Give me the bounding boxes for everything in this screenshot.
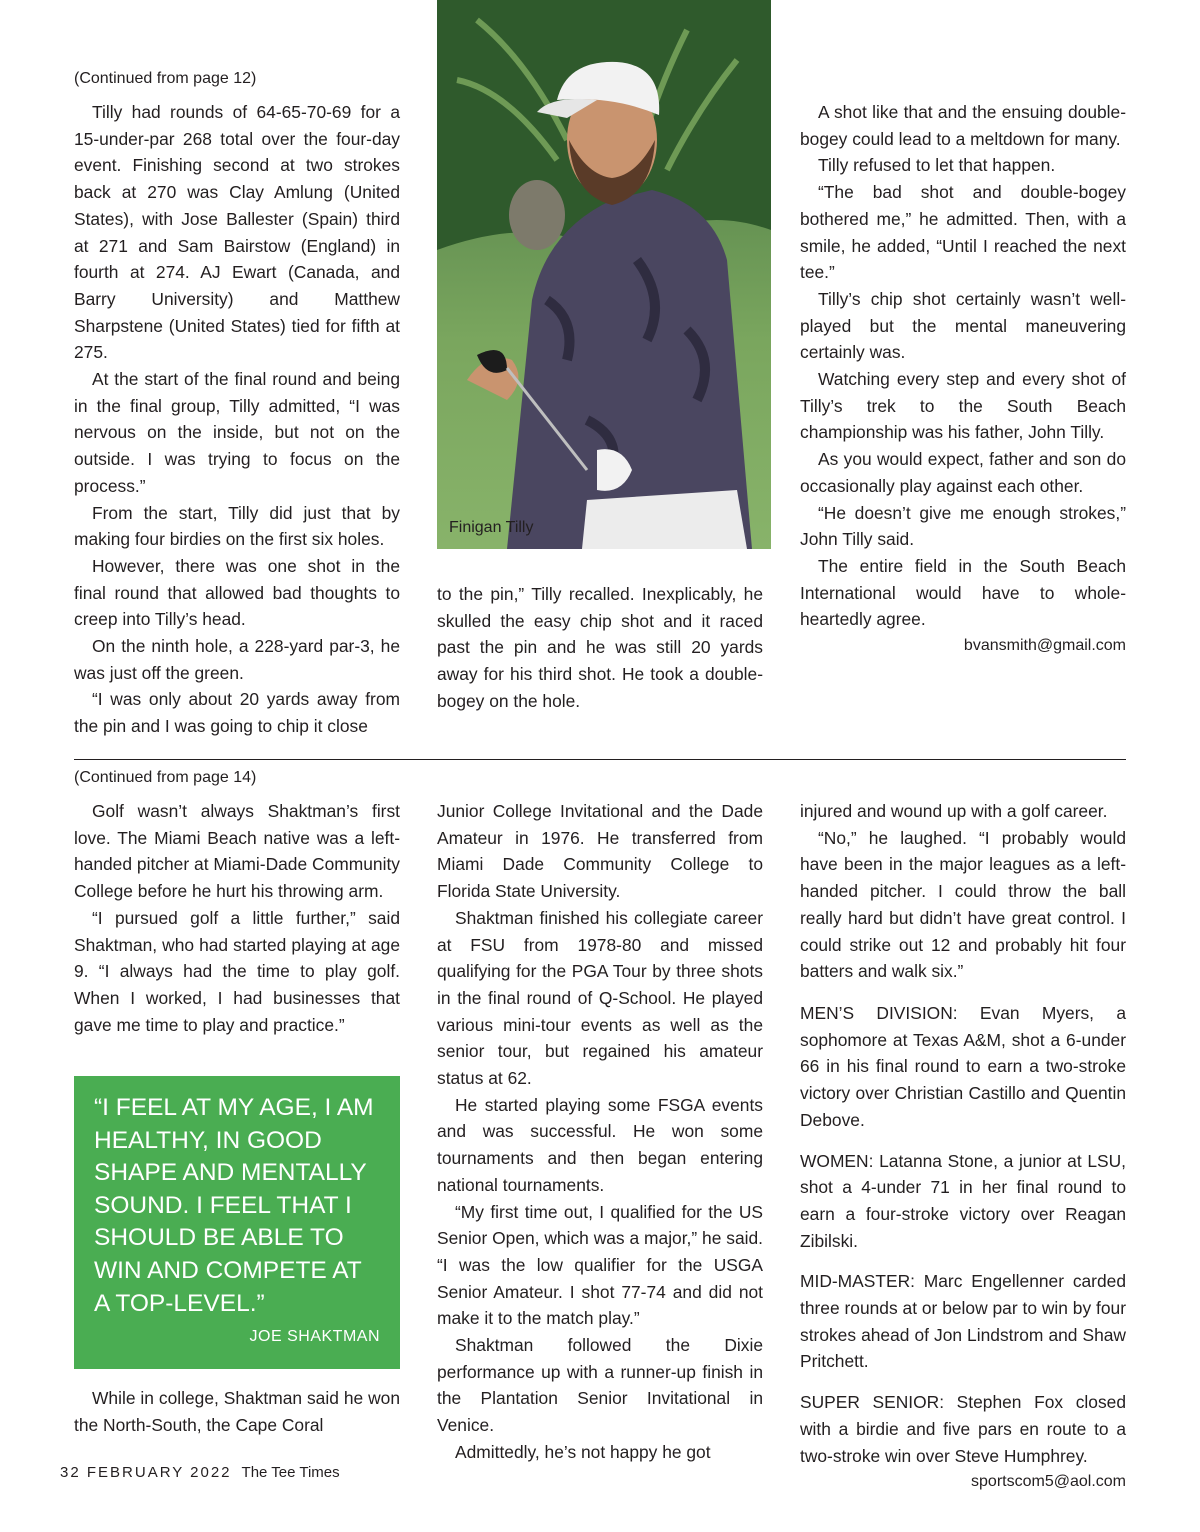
golfer-illustration xyxy=(437,0,771,549)
paragraph: “I was only about 20 yards away from the pin and I was going to chip it close xyxy=(74,689,400,737)
story1-column-3 xyxy=(800,99,1126,660)
paragraph: “He doesn’t give me enough strokes,” John Tilly said. xyxy=(800,502,1126,550)
paragraph: Junior College Invitational and the Dade Amateur in 1976. He transferred from Miami Dade Community College to Florida State University. xyxy=(437,801,763,902)
paragraph: Tilly’s chip shot certainly wasn’t well-played but the mental maneuvering certainly was. xyxy=(800,288,1126,363)
story1-column-2 xyxy=(437,581,763,715)
section-divider xyxy=(74,759,1126,760)
golfer-photo xyxy=(437,0,771,549)
result-super-senior: SUPER SENIOR: Stephen Fox closed with a birdie and five pars en route to a two-stroke win over Steve Humphrey. xyxy=(800,1392,1126,1466)
paragraph: The entire field in the South Beach International would have to whole-heartedly agree. xyxy=(800,555,1126,630)
page-footer xyxy=(60,1464,340,1481)
pull-quote-box xyxy=(74,1076,400,1369)
paragraph: However, there was one shot in the final round that allowed bad thoughts to creep into Tilly’s head. xyxy=(74,555,400,630)
photo-caption: Finigan Tilly xyxy=(449,519,534,536)
author-email: sportscom5@aol.com xyxy=(971,1473,1126,1491)
paragraph: to the pin,” Tilly recalled. Inexplicably, he skulled the easy chip shot and it raced past the pin and he was still 20 yards away for his third shot. He took a double-bogey on the hole. xyxy=(437,584,763,711)
result-mens-division: MEN’S DIVISION: Evan Myers, a sophomore at Texas A&M, shot a 6-under 66 in his final round to earn a two-stroke victory over Christian Castillo and Quentin Debove. xyxy=(800,1003,1126,1130)
paragraph: “My first time out, I qualified for the US Senior Open, which was a major,” he said. “I was the low qualifier for the USGA Senior Amateur. I shot 77-74 and did not make it to the match play.” xyxy=(437,1201,763,1329)
pull-quote-text: “I FEEL AT MY AGE, I AM HEALTHY, IN GOOD SHAPE AND MENTALLY SOUND. I FEEL THAT I SHOULD BE ABLE TO WIN AND COMPETE AT A TOP-LEVEL.” xyxy=(94,1094,374,1317)
paragraph: Admittedly, he’s not happy he got xyxy=(455,1441,711,1462)
story1-column-1 xyxy=(74,99,400,740)
story2-column-3 xyxy=(800,798,1126,985)
paragraph: Watching every step and every shot of Tilly’s trek to the South Beach championship was his father, John Tilly. xyxy=(800,369,1126,443)
tournament-results xyxy=(800,1000,1126,1496)
paragraph: He started playing some FSGA events and was successful. He won some tournaments and then began entering national tournaments. xyxy=(437,1094,763,1195)
paragraph: As you would expect, father and son do occasionally play against each other. xyxy=(800,449,1126,496)
paragraph: injured and wound up with a golf career. xyxy=(800,801,1108,821)
continued-note-1: (Continued from page 12) xyxy=(74,70,257,87)
page-number-date: 32 FEBRUARY 2022 xyxy=(60,1464,232,1481)
paragraph: “The bad shot and double-bogey bothered me,” he admitted. Then, with a smile, he added, “Until I reached the next tee.” xyxy=(800,182,1126,283)
paragraph: Tilly refused to let that happen. xyxy=(818,155,1056,176)
story2-column-2 xyxy=(437,798,763,1466)
paragraph: Shaktman finished his collegiate career at FSU from 1978-80 and missed qualifying for the PGA Tour by three shots in the final round of Q-School. He played various mini-tour events as well as the senior tour, but regained his amateur status at 62. xyxy=(437,907,763,1089)
result-mid-master: MID-MASTER: Marc Engellenner carded three rounds at or below par to win by four strokes ahead of Jon Lindstrom and Shaw Pritchett. xyxy=(800,1271,1126,1372)
story2-column-1-top xyxy=(74,798,400,1038)
paragraph: Golf wasn’t always Shaktman’s first love. The Miami Beach native was a left-handed pitcher at Miami-Dade Community College before he hurt his throwing arm. xyxy=(74,801,400,902)
paragraph: Shaktman followed the Dixie performance up with a runner-up finish in the Plantation Senior Invitational in Venice. xyxy=(437,1335,763,1436)
paragraph: “No,” he laughed. “I probably would have been in the major leagues as a left-handed pitcher. I could throw the ball really hard but didn’t have great control. I could strike out 12 and probably hit four batters and walk six.” xyxy=(800,827,1126,982)
paragraph: At the start of the final round and being in the final group, Tilly admitted, “I was nervous on the inside, but not on the outside. I was trying to focus on the process.” xyxy=(74,369,400,496)
paragraph: “I pursued golf a little further,” said Shaktman, who had started playing at age 9. “I always had the time to play golf. When I worked, I had businesses that gave me time to play and practice.” xyxy=(74,907,400,1035)
paragraph: Tilly had rounds of 64-65-70-69 for a 15-under-par 268 total over the four-day event. Finishing second at two strokes back at 270 was Clay Amlung (United States), with Jose Ballester (Spain) third at 271 and Sam Bairstow (England) in fourth at 274. AJ Ewart (Canada, and Barry University) and Matthew Sharpstene (United States) tied for fifth at 275. xyxy=(74,102,400,363)
continued-note-2: (Continued from page 14) xyxy=(74,769,257,786)
pull-quote-author: JOE SHAKTMAN xyxy=(249,1328,380,1346)
paragraph: A shot like that and the ensuing double-bogey could lead to a meltdown for many. xyxy=(800,102,1126,149)
story2-column-1-bottom xyxy=(74,1385,400,1438)
paragraph: From the start, Tilly did just that by making four birdies on the first six holes. xyxy=(74,502,400,550)
author-email: bvansmith@gmail.com xyxy=(963,637,1126,655)
publication-name: The Tee Times xyxy=(241,1464,340,1481)
paragraph: While in college, Shaktman said he won the North-South, the Cape Coral xyxy=(74,1388,400,1435)
result-women: WOMEN: Latanna Stone, a junior at LSU, shot a 4-under 71 in her final round to earn a four-stroke victory over Reagan Zibilski. xyxy=(800,1150,1126,1251)
paragraph: On the ninth hole, a 228-yard par-3, he was just off the green. xyxy=(74,636,400,683)
